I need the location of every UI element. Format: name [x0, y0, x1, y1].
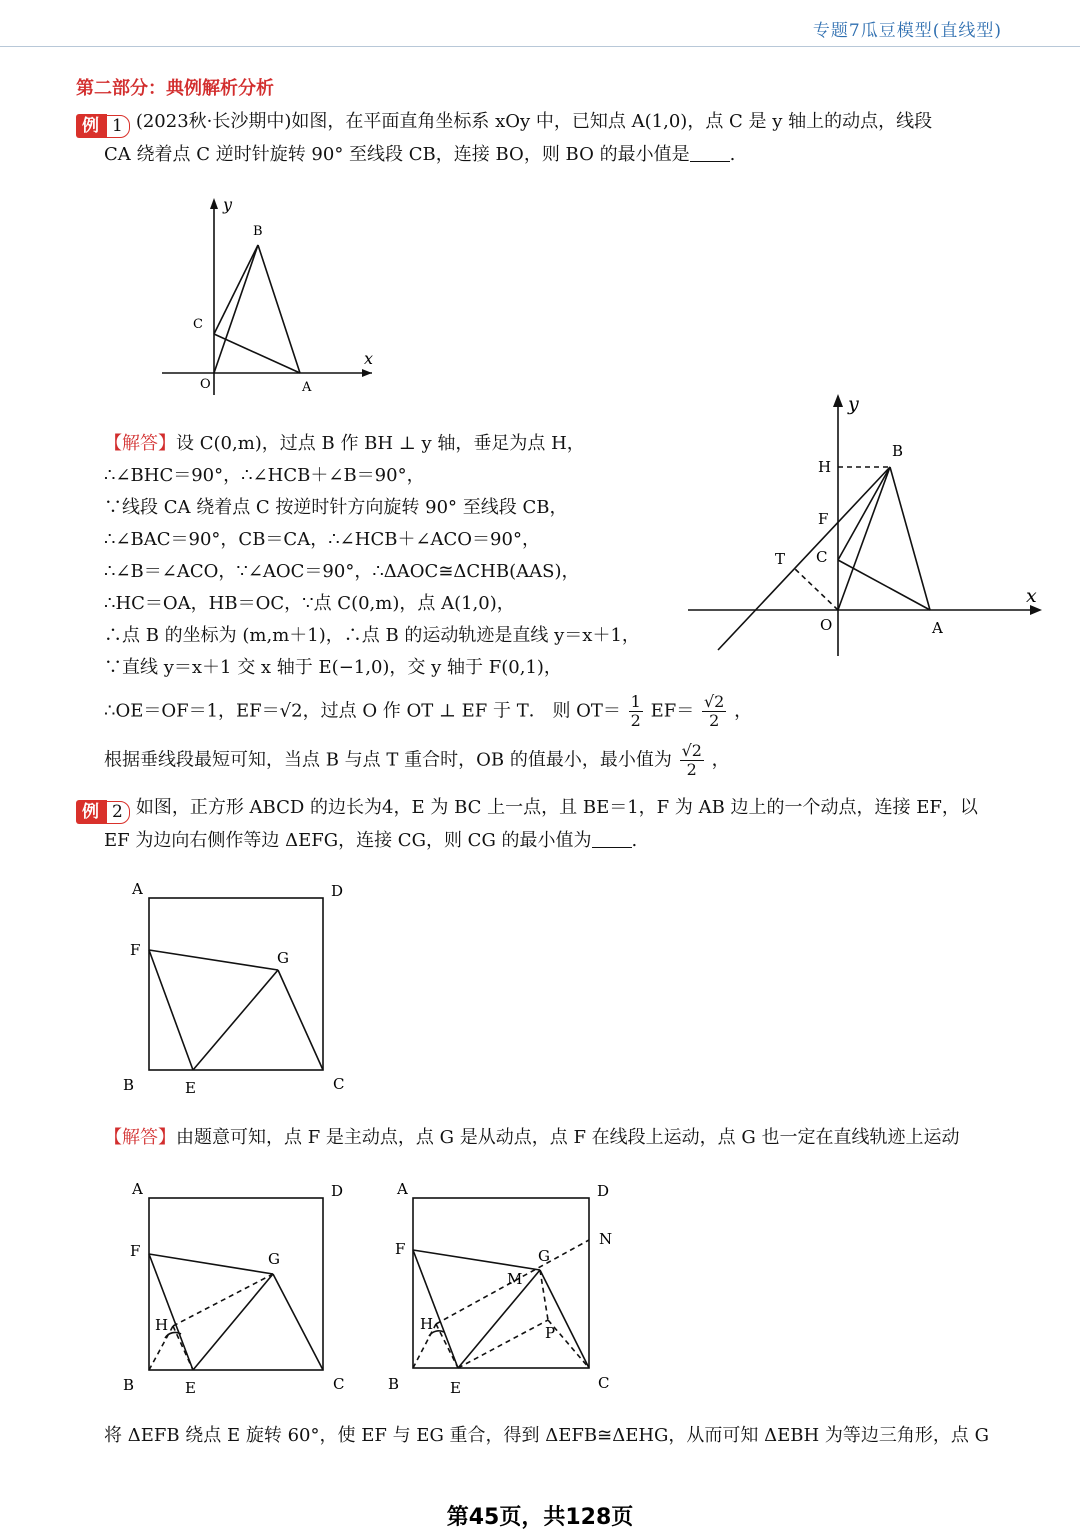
- segment-cb: [214, 245, 258, 334]
- label-d: D: [597, 1182, 610, 1200]
- segment-ob: [838, 467, 890, 610]
- x-arrow: [362, 369, 372, 377]
- segment-ob: [214, 245, 258, 373]
- fraction-min-value: $\frac{√2}{2}$: [681, 741, 702, 779]
- segment-hg-dashed: [173, 1274, 273, 1326]
- segment-gc: [273, 1274, 323, 1370]
- square-abcd: [149, 1198, 323, 1370]
- solution-1-line-10: 根据垂线段最短可知，当点 B 与点 T 重合时，OB 的值最小，最小值为 $\frac{√2}{2}$ ，: [104, 741, 730, 779]
- y-arrow: [833, 394, 843, 407]
- label-c: C: [816, 548, 828, 566]
- label-a: A: [132, 1180, 143, 1198]
- label-p: P: [545, 1324, 556, 1342]
- label-m: M: [507, 1270, 523, 1288]
- solution-1-line-3: ∵线段 CA 绕着点 C 按逆时针方向旋转 90° 至线段 CB，: [104, 497, 568, 518]
- label-d: D: [331, 882, 344, 900]
- label-b: B: [123, 1076, 135, 1094]
- label-c: C: [598, 1374, 610, 1392]
- header-rule: [0, 46, 1080, 47]
- segment-ba: [258, 245, 300, 373]
- segment-ba: [890, 467, 930, 610]
- figure-2-solution-diagram: [680, 388, 1050, 660]
- solution-1-line-4: ∴∠BAC＝90°，CB＝CA，∴∠HCB＋∠ACO＝90°，: [104, 529, 540, 550]
- segment-fg: [413, 1250, 540, 1270]
- fraction-root2-over-2: $\frac{√2}{2}$: [703, 692, 725, 730]
- solution-2-line: 【解答】由题意可知，点 F 是主动点，点 G 是从动点，点 F 在线段上运动，点 G 也一定在直线轨迹上运动: [104, 1127, 960, 1148]
- label-h: H: [155, 1316, 169, 1334]
- solution-1-line-7: ∴点 B 的坐标为 (m,m＋1)，∴点 B 的运动轨迹是直线 y＝x＋1，: [104, 625, 640, 646]
- label-f: F: [130, 941, 141, 959]
- label-g: G: [277, 949, 289, 967]
- label-c: C: [333, 1075, 345, 1093]
- segment-eg: [193, 970, 278, 1070]
- label-b: B: [123, 1376, 135, 1394]
- label-o: O: [820, 616, 833, 634]
- segment-ca: [214, 334, 300, 373]
- label-x: x: [1026, 585, 1037, 607]
- solution-1-line-8: ∵直线 y＝x＋1 交 x 轴于 E(−1,0)，交 y 轴于 F(0,1)，: [104, 657, 562, 678]
- square-abcd: [413, 1198, 589, 1368]
- label-h: H: [420, 1315, 434, 1333]
- label-e: E: [185, 1379, 196, 1397]
- section-title: 第二部分：典例解析分析: [76, 78, 274, 99]
- label-a: A: [397, 1180, 408, 1198]
- label-n: N: [599, 1230, 613, 1248]
- segment-ot-dashed: [794, 568, 838, 610]
- segment-gc: [278, 970, 323, 1070]
- label-y: y: [848, 393, 859, 415]
- label-g: G: [268, 1250, 280, 1268]
- page-number: 第45页，共128页: [446, 1505, 634, 1530]
- example-1-line-2: CA 绕着点 C 逆时针旋转 90° 至线段 CB，连接 BO，则 BO 的最小值是 .: [104, 144, 736, 165]
- answer-blank: [592, 829, 632, 848]
- label-y: y: [223, 195, 233, 214]
- example-2-line-1: 例 2 如图，正方形 ABCD 的边长为4，E 为 BC 上一点，且 BE＝1，F 为 AB 边上的一个动点，连接 EF，以: [76, 792, 978, 824]
- example-2-badge: 例 2: [76, 796, 130, 820]
- label-b: B: [892, 442, 904, 460]
- example-1-line-1: 例 1 (2023秋·长沙期中)如图，在平面直角坐标系 xOy 中，已知点 A(1,0)，点 C 是 y 轴上的动点，线段: [76, 106, 932, 138]
- running-header: 专题7瓜豆模型(直线型): [812, 21, 1002, 41]
- label-t: T: [775, 550, 786, 568]
- label-a: A: [932, 619, 943, 637]
- label-f: F: [395, 1240, 406, 1258]
- label-f: F: [130, 1242, 141, 1260]
- label-a: A: [132, 880, 143, 898]
- fraction-one-half: $\frac{1}{2}$: [630, 692, 641, 730]
- label-x: x: [364, 349, 374, 368]
- label-b: B: [388, 1375, 400, 1393]
- example-2-line-2: EF 为边向右侧作等边 ΔEFG，连接 CG，则 CG 的最小值为 .: [104, 830, 638, 851]
- figure-1-coordinate-diagram: [150, 190, 390, 405]
- label-d: D: [331, 1182, 344, 1200]
- figure-3-square-diagram: [115, 872, 365, 1102]
- y-arrow: [210, 198, 218, 209]
- segment-ca: [838, 560, 930, 610]
- label-g: G: [538, 1247, 550, 1265]
- segment-fg: [149, 950, 278, 970]
- figure-4-rotation-diagram: [115, 1172, 365, 1402]
- line-y-eq-x-plus-1: [718, 467, 890, 650]
- label-b: B: [253, 224, 263, 239]
- label-c: C: [333, 1375, 345, 1393]
- segment-eg: [193, 1274, 273, 1370]
- label-o: O: [200, 377, 211, 392]
- segment-eg: [458, 1270, 540, 1368]
- label-h: H: [818, 458, 832, 476]
- answer-blank: [690, 143, 730, 162]
- solution-1-line-9: ∴OE＝OF＝1，EF＝√2，过点 O 作 OT ⊥ EF 于 T． 则 OT＝ $\frac{1}{2}$ EF＝ $\frac{√2}{2}$ ，: [104, 692, 753, 730]
- figure-5-locus-diagram: [380, 1172, 640, 1402]
- label-c: C: [193, 317, 203, 332]
- solution-1-line-5: ∴∠B＝∠ACO，∵∠AOC＝90°，∴ΔAOC≅ΔCHB(AAS)，: [104, 561, 580, 582]
- label-e: E: [450, 1379, 461, 1397]
- solution-1-line-6: ∴HC＝OA，HB＝OC，∵点 C(0,m)，点 A(1,0)，: [104, 593, 515, 614]
- segment-fe: [149, 950, 193, 1070]
- example-1-badge: 例 1: [76, 110, 130, 134]
- segment-fe: [413, 1250, 458, 1368]
- segment-fg: [149, 1254, 273, 1274]
- solution-1-line-2: ∴∠BHC＝90°，∴∠HCB＋∠B＝90°，: [104, 465, 425, 486]
- solution-1-line-1: 【解答】设 C(0,m)，过点 B 作 BH ⊥ y 轴，垂足为点 H，: [104, 433, 585, 454]
- label-a: A: [302, 380, 312, 395]
- square-abcd: [149, 898, 323, 1070]
- last-line: 将 ΔEFB 绕点 E 旋转 60°，使 EF 与 EG 重合，得到 ΔEFB≅ΔEHG，从而可知 ΔEBH 为等边三角形，点 G: [104, 1425, 990, 1446]
- label-f: F: [818, 510, 829, 528]
- segment-fe: [149, 1254, 193, 1370]
- segment-ep-dashed: [458, 1320, 548, 1368]
- label-e: E: [185, 1079, 196, 1097]
